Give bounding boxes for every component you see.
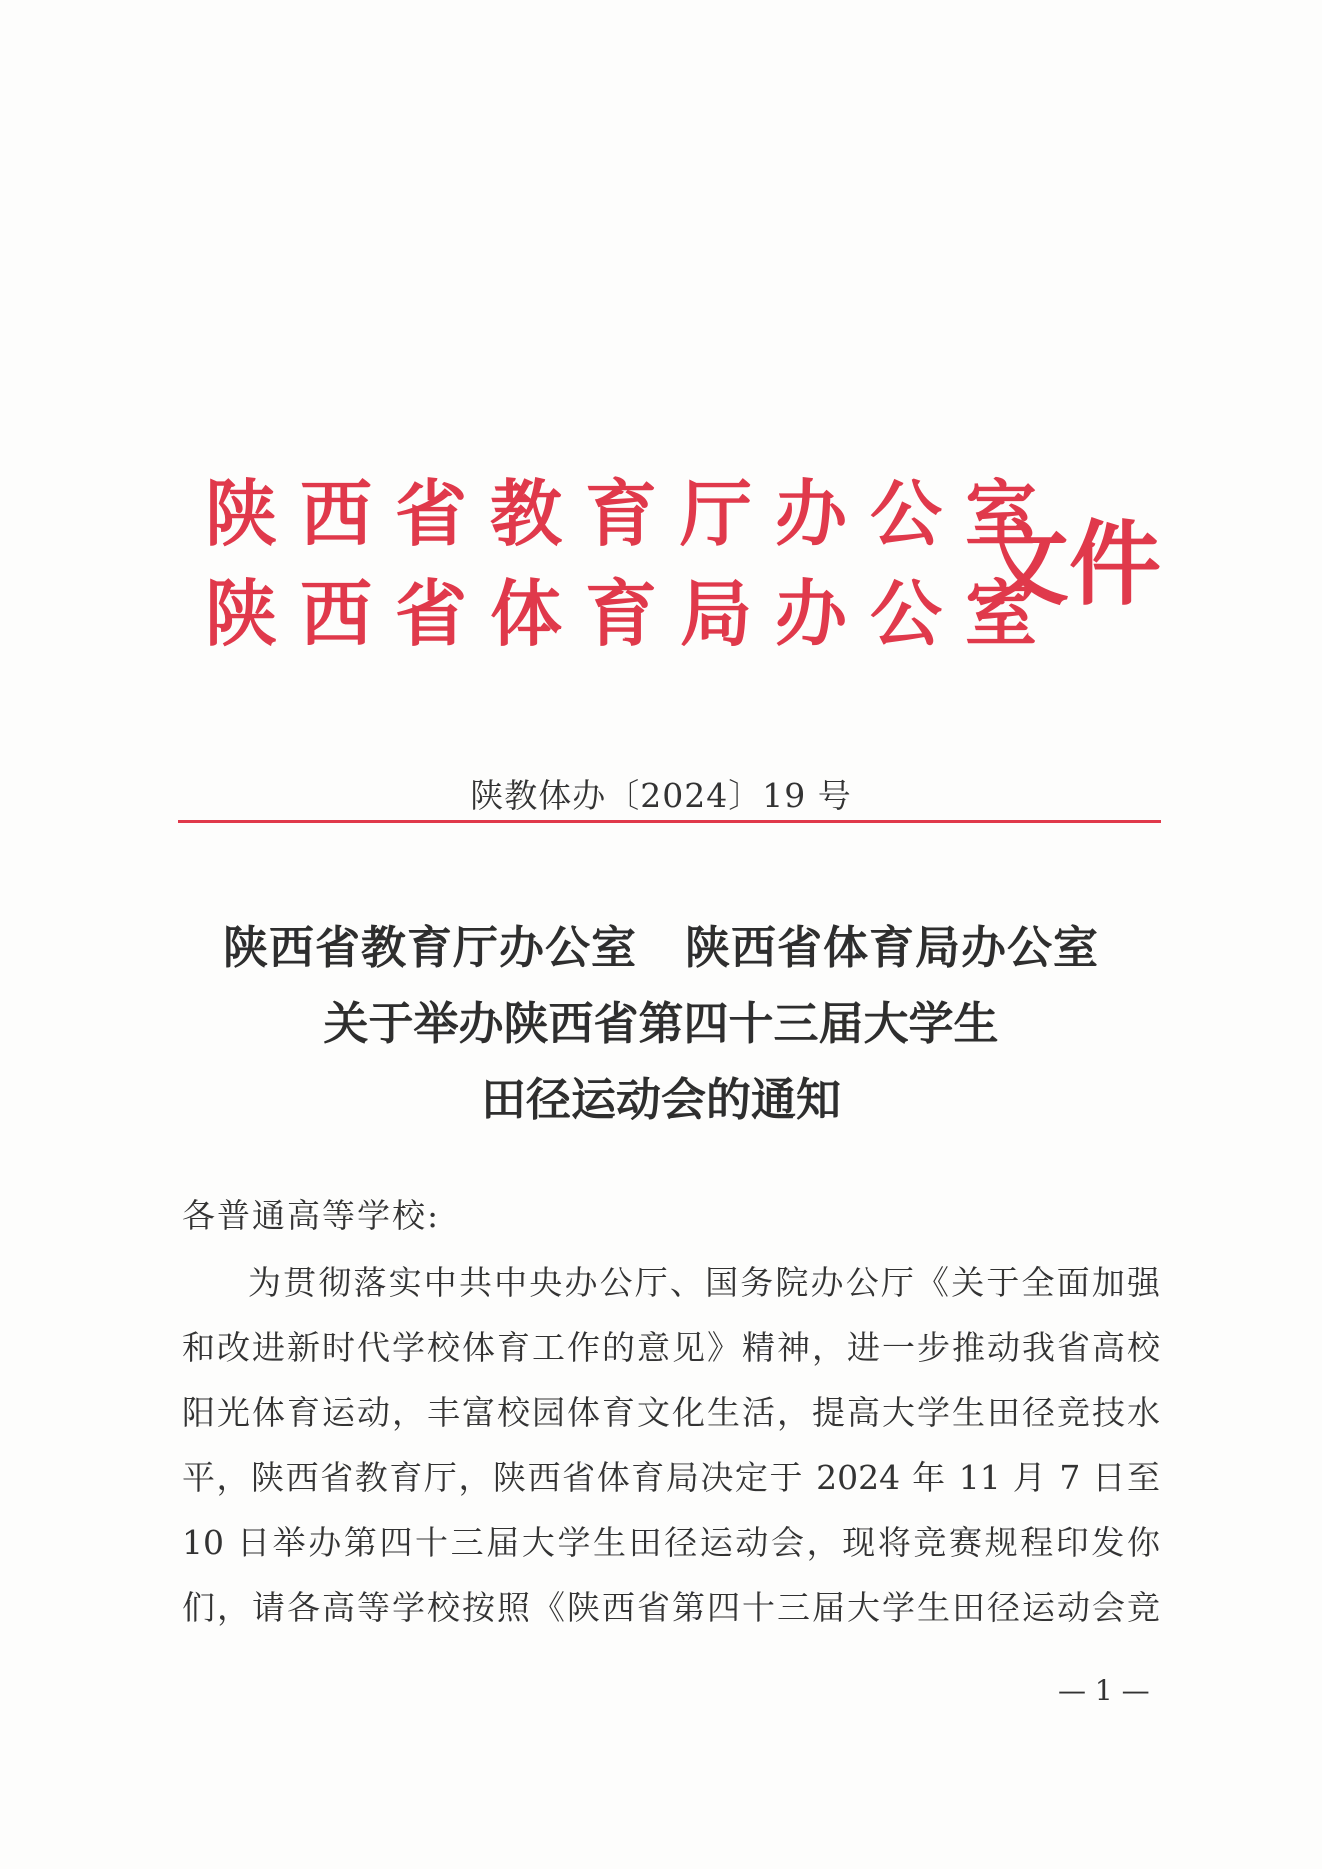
title-line-3: 田径运动会的通知 (480, 1073, 841, 1126)
title-line-1 (0, 910, 1322, 986)
page-number: — 1 — (1058, 1674, 1150, 1707)
document-number: 陕教体办〔2024〕19 号 (470, 776, 852, 815)
body-paragraph (182, 1250, 1160, 1640)
body-line: 为贯彻落实中共中央办公厅、国务院办公厅《关于全面加强 (248, 1263, 1160, 1302)
title-issuer-2: 陕西省体育局办公室 (685, 921, 1100, 974)
red-letterhead (205, 471, 1162, 668)
body-line: 阳光体育运动，丰富校园体育文化生活，提高大学生田径竞技水 (182, 1393, 1160, 1432)
body-line: 平，陕西省教育厅，陕西省体育局决定于 2024 年 11 月 7 日至 (182, 1458, 1160, 1497)
red-divider-line (178, 820, 1161, 823)
title-line-2: 关于举办陕西省第四十三届大学生 (323, 997, 999, 1050)
letterhead-line-1: 陕西省教育厅办公室 (205, 471, 1061, 556)
body-line: 和改进新时代学校体育工作的意见》精神，进一步推动我省高校 (182, 1328, 1160, 1367)
title-issuer-1: 陕西省教育厅办公室 (222, 921, 637, 974)
letterhead-suffix: 文件 (977, 510, 1162, 618)
body-line: 们，请各高等学校按照《陕西省第四十三届大学生田径运动会竞 (182, 1588, 1160, 1627)
body-line: 10 日举办第四十三届大学生田径运动会，现将竞赛规程印发你 (182, 1523, 1160, 1562)
salutation: 各普通高等学校: (182, 1196, 441, 1235)
document-title (0, 910, 1322, 1138)
letterhead-line-2: 陕西省体育局办公室 (205, 571, 1061, 656)
